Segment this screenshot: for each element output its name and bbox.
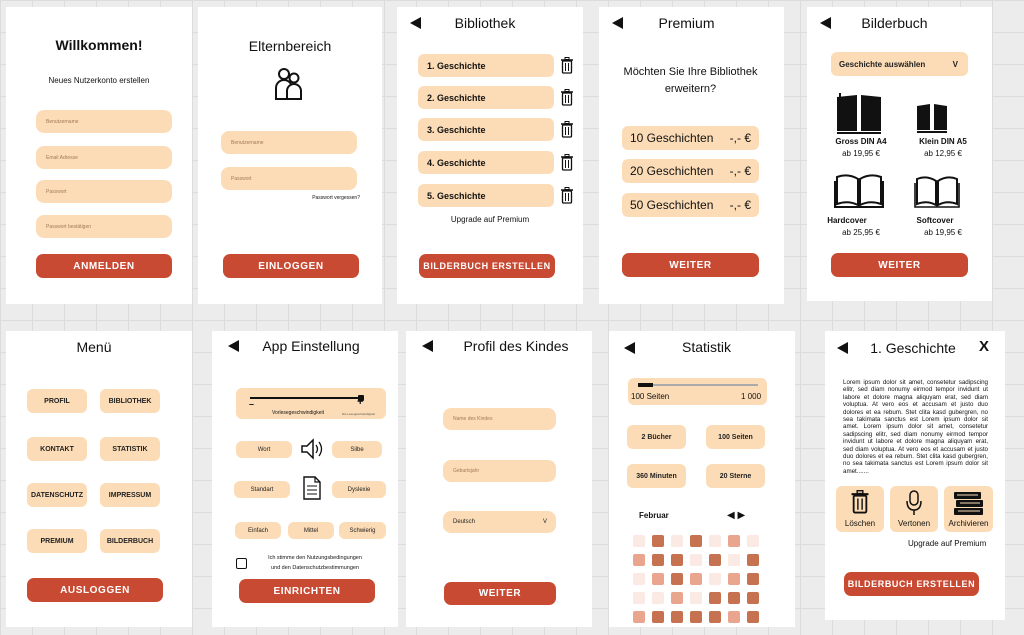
format-name: Gross DIN A4 — [835, 137, 887, 146]
language-select[interactable]: Deutsch V — [443, 511, 556, 533]
library-item[interactable]: 4. Geschichte — [418, 151, 554, 174]
upgrade-link[interactable]: Upgrade auf Premium — [450, 215, 530, 224]
email-field[interactable]: Email Adresse — [36, 146, 172, 169]
continue-button[interactable]: WEITER — [622, 253, 759, 277]
calendar-grid — [633, 535, 765, 625]
screen-app-settings — [212, 331, 398, 627]
login-button[interactable]: EINLOGGEN — [223, 254, 359, 278]
trash-icon[interactable] — [560, 154, 574, 171]
screen-child-profile — [406, 331, 592, 627]
page-title: Menü — [76, 339, 112, 355]
page-title: Bibliothek — [454, 15, 516, 31]
chevron-down-icon: V — [542, 519, 547, 525]
format-price: ab 12,95 € — [924, 149, 962, 158]
menu-item-profil[interactable]: PROFIL — [27, 389, 87, 413]
level-easy-button[interactable]: Einfach — [235, 522, 281, 539]
back-arrow-icon[interactable] — [837, 342, 848, 354]
menu-item-premium[interactable]: PREMIUM — [27, 529, 87, 553]
page-title: Statistik — [681, 339, 731, 355]
calendar-day[interactable] — [671, 554, 683, 566]
calendar-day[interactable] — [652, 573, 664, 585]
password-field[interactable]: Passwort — [221, 167, 357, 190]
calendar-day[interactable] — [747, 592, 759, 604]
format-name: Klein DIN A5 — [919, 137, 967, 146]
calendar-day[interactable] — [709, 554, 721, 566]
chevron-down-icon: V — [952, 59, 958, 69]
username-field[interactable]: Benutzername — [221, 131, 357, 154]
slider-plus-icon[interactable]: + — [357, 396, 364, 408]
terms-checkbox[interactable] — [236, 558, 247, 569]
calendar-day[interactable] — [709, 573, 721, 585]
menu-item-datenschutz[interactable]: DATENSCHUTZ — [27, 483, 87, 507]
menu-item-bilderbuch[interactable]: BILDERBUCH — [100, 529, 160, 553]
terms-label: und den Datenschutzbestimmungen — [270, 565, 360, 571]
trash-icon[interactable] — [560, 121, 574, 138]
level-hard-button[interactable]: Schwierig — [339, 522, 386, 539]
calendar-day[interactable] — [690, 573, 702, 585]
calendar-day[interactable] — [747, 535, 759, 547]
parents-icon — [273, 66, 305, 100]
delete-action[interactable] — [836, 486, 884, 532]
screen-menu — [6, 331, 192, 627]
calendar-day[interactable] — [728, 554, 740, 566]
calendar-day[interactable] — [633, 554, 645, 566]
create-picturebook-button[interactable]: BILDERBUCH ERSTELLEN — [419, 254, 555, 278]
create-picturebook-button[interactable]: BILDERBUCH ERSTELLEN — [844, 572, 979, 596]
stat-tile: 20 Sterne — [706, 464, 765, 488]
screen-picturebook — [807, 7, 992, 301]
trash-icon — [850, 490, 870, 514]
menu-item-kontakt[interactable]: KONTAKT — [27, 437, 87, 461]
format-price: ab 19,95 € — [842, 149, 880, 158]
back-arrow-icon[interactable] — [228, 340, 239, 352]
calendar-day[interactable] — [709, 592, 721, 604]
screen-library — [397, 7, 583, 304]
calendar-day[interactable] — [690, 535, 702, 547]
calendar-day[interactable] — [671, 592, 683, 604]
page-title: 1. Geschichte — [870, 340, 956, 356]
child-name-field[interactable]: Name des Kindes — [443, 408, 556, 430]
calendar-day[interactable] — [690, 554, 702, 566]
progress-fill — [638, 383, 653, 387]
archive-action[interactable] — [944, 486, 993, 532]
format-price: ab 19,95 € — [924, 228, 962, 237]
slider-label: Vorlesegeschwindigkeit — [272, 410, 324, 416]
screen-welcome — [6, 7, 192, 304]
month-label: Februar — [639, 511, 669, 520]
document-icon — [303, 476, 321, 500]
progress-max-label: 1 000 — [741, 392, 762, 401]
register-button[interactable]: ANMELDEN — [36, 254, 172, 278]
microphone-icon — [906, 490, 922, 516]
calendar-day[interactable] — [690, 611, 702, 623]
stat-tile: 360 Minuten — [627, 464, 686, 488]
slider-track[interactable] — [250, 397, 362, 399]
page-title: Premium — [658, 15, 715, 31]
action-label: Archivieren — [948, 519, 989, 528]
calendar-day[interactable] — [671, 573, 683, 585]
book-open-large-icon[interactable] — [835, 89, 883, 135]
format-name: Hardcover — [827, 216, 867, 225]
book-hardcover-icon[interactable] — [834, 173, 884, 209]
menu-item-bibliothek[interactable]: BIBLIOTHEK — [100, 389, 160, 413]
back-arrow-icon[interactable] — [422, 340, 433, 352]
mode-word-button[interactable]: Wort — [236, 441, 292, 458]
stat-tile: 100 Seiten — [706, 425, 765, 449]
speaker-icon[interactable] — [300, 438, 326, 460]
password-confirm-field[interactable]: Passwort bestätigen — [36, 215, 172, 238]
library-item[interactable]: 2. Geschichte — [418, 86, 554, 109]
calendar-day[interactable] — [728, 535, 740, 547]
page-title: Willkommen! — [55, 37, 143, 53]
menu-item-statistik[interactable]: STATISTIK — [100, 437, 160, 461]
stat-tile: 2 Bücher — [627, 425, 686, 449]
setup-button[interactable]: EINRICHTEN — [239, 579, 375, 603]
book-softcover-icon[interactable] — [914, 175, 960, 209]
books-stack-icon — [952, 489, 985, 517]
page-title: Bilderbuch — [861, 15, 928, 31]
password-field[interactable]: Passwort — [36, 180, 172, 203]
continue-button[interactable]: WEITER — [444, 582, 556, 605]
calendar-day[interactable] — [633, 535, 645, 547]
calendar-day[interactable] — [652, 535, 664, 547]
library-item[interactable]: 1. Geschichte — [418, 54, 554, 77]
forgot-password-link[interactable]: Passwort vergessen? — [312, 195, 360, 201]
trash-icon[interactable] — [560, 57, 574, 74]
format-name: Softcover — [916, 216, 954, 225]
slider-minus-icon[interactable]: – — [249, 399, 255, 409]
calendar-day[interactable] — [728, 592, 740, 604]
format-price: ab 25,95 € — [842, 228, 880, 237]
progress-min-label: 100 Seiten — [631, 392, 670, 401]
slider-sublabel: Die Lesegeschwindigkeit — [342, 412, 376, 416]
calendar-day[interactable] — [633, 592, 645, 604]
menu-item-impressum[interactable]: IMPRESSUM — [100, 483, 160, 507]
terms-label: Ich stimme den Nutzungsbedingungen — [268, 555, 362, 561]
calendar-day[interactable] — [709, 535, 721, 547]
upgrade-link[interactable]: Upgrade auf Premium — [908, 539, 987, 548]
record-action[interactable] — [890, 486, 938, 532]
calendar-day[interactable] — [633, 573, 645, 585]
book-open-small-icon[interactable] — [915, 100, 949, 134]
continue-button[interactable]: WEITER — [831, 253, 968, 277]
screen-premium — [599, 7, 784, 304]
birth-year-field[interactable]: Geburtsjahr — [443, 460, 556, 482]
story-select[interactable]: Geschichte auswählen V — [831, 52, 968, 76]
font-standard-button[interactable]: Standart — [234, 481, 290, 498]
premium-option[interactable]: 50 Geschichten -,- € — [622, 193, 759, 217]
premium-question: Möchten Sie Ihre Bibliothek erweitern? — [623, 66, 758, 95]
calendar-day[interactable] — [690, 592, 702, 604]
story-text: Lorem ipsum dolor sit amet, consetetur sadipscing elitr, sed diam nonumy eirmod tempor invidunt ut labore et dolore magna aliquyam erat, sed diam voluptua. At vero eos et accusam et justo duo dolores et ea rebum. Stet clita kasd gubergren, no sea takimata sanctus est Lorem ipsum dolor sit amet. Lorem ipsum dolor sit amet, consetetur sadipscing elitr, sed diam nonumy eirmod tempor invidunt ut labore et dolore magna aliquyam erat, sed diam voluptua. At vero eos et accusam et justo duo dolores et ea rebum. Stet clita kasd gubergren, no sea takimata sanctus est Lorem ipsum dolor sit amet....... — [843, 379, 988, 475]
level-medium-button[interactable]: Mittel — [288, 522, 334, 539]
calendar-day[interactable] — [652, 611, 664, 623]
calendar-day[interactable] — [728, 611, 740, 623]
trash-icon[interactable] — [560, 187, 574, 204]
screen-parents — [198, 7, 382, 304]
action-label: Löschen — [844, 519, 876, 528]
close-icon[interactable]: X — [979, 338, 990, 355]
calendar-day[interactable] — [747, 573, 759, 585]
username-field[interactable]: Benutzername — [36, 110, 172, 133]
action-label: Vertonen — [897, 519, 931, 528]
calendar-day[interactable] — [747, 611, 759, 623]
library-item[interactable]: 5. Geschichte — [418, 184, 554, 207]
calendar-day[interactable] — [652, 554, 664, 566]
month-nav-arrows[interactable]: ◀ ▶ — [727, 510, 746, 521]
calendar-day[interactable] — [633, 611, 645, 623]
premium-option[interactable]: 10 Geschichten -,- € — [622, 126, 759, 150]
screen-story — [825, 331, 1005, 620]
font-dyslexie-button[interactable]: Dyslexie — [332, 481, 386, 498]
trash-icon[interactable] — [560, 89, 574, 106]
premium-option[interactable]: 20 Geschichten -,- € — [622, 159, 759, 183]
page-title: Elternbereich — [248, 38, 332, 54]
progress-track — [638, 384, 758, 386]
page-title: App Einstellung — [262, 338, 360, 354]
calendar-day[interactable] — [747, 554, 759, 566]
screen-statistics — [609, 331, 795, 627]
library-item[interactable]: 3. Geschichte — [418, 118, 554, 141]
calendar-day[interactable] — [728, 573, 740, 585]
calendar-day[interactable] — [709, 611, 721, 623]
page-title: Profil des Kindes — [463, 338, 569, 354]
logout-button[interactable]: AUSLOGGEN — [27, 578, 163, 602]
calendar-day[interactable] — [671, 535, 683, 547]
calendar-day[interactable] — [652, 592, 664, 604]
page-subtitle: Neues Nutzerkonto erstellen — [48, 76, 150, 85]
mode-syllable-button[interactable]: Silbe — [332, 441, 382, 458]
calendar-day[interactable] — [671, 611, 683, 623]
